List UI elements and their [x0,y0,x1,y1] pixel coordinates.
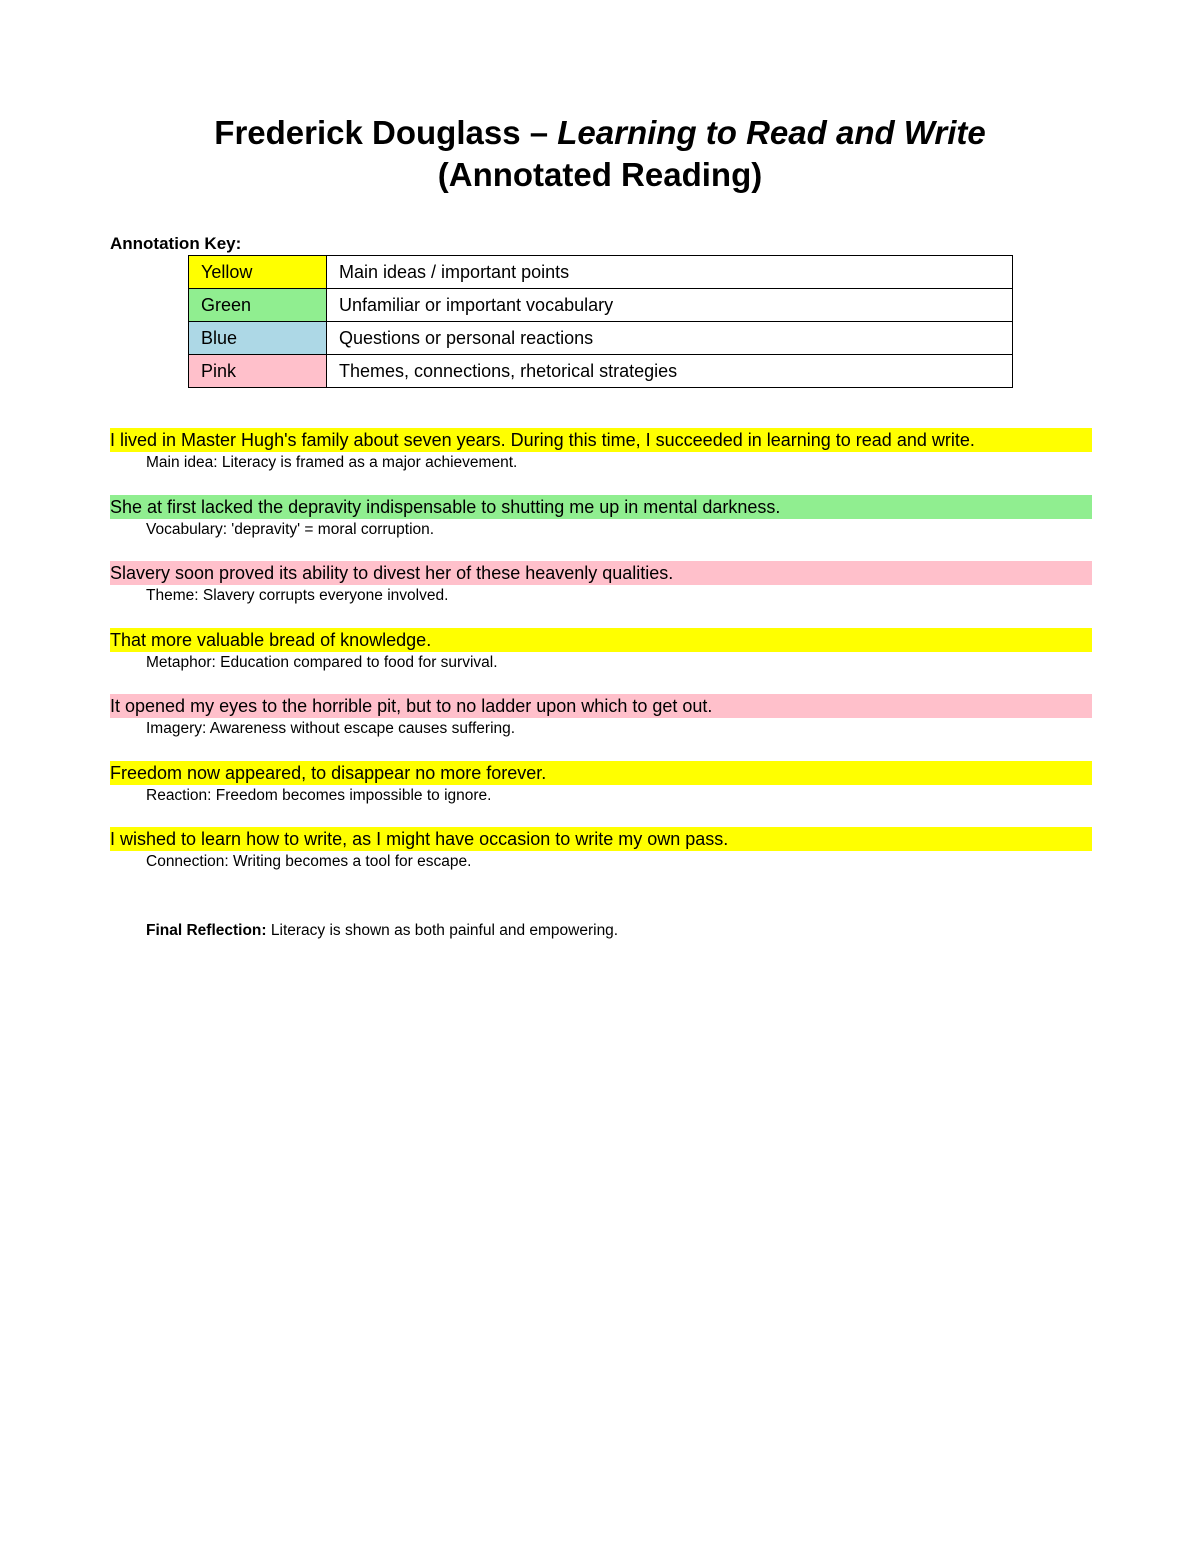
highlighted-quote: That more valuable bread of knowledge. [110,628,1092,652]
annotation-note-text: Education compared to food for survival. [215,653,498,671]
annotation-note-text: Awareness without escape causes suffering. [206,720,516,737]
annotation-entry [110,561,1092,628]
highlighted-quote: She at first lacked the depravity indispensable to shutting me up in mental darkness. [110,495,1092,519]
annotation-key-table [188,255,1013,388]
annotation-note-label: Vocabulary: [146,520,227,538]
annotation-note [110,452,1092,473]
key-meaning: Main ideas / important points [327,256,1013,289]
highlighted-quote: I wished to learn how to write, as I might have occasion to write my own pass. [110,827,1092,851]
title-line-2: (Annotated Reading) [437,156,763,193]
annotation-note-label: Metaphor: [146,653,216,671]
highlighted-quote: Freedom now appeared, to disappear no more forever. [110,761,1092,785]
annotation-entry [110,428,1092,495]
page-title [0,112,1200,196]
annotation-entry [110,628,1092,695]
key-meaning: Questions or personal reactions [327,322,1013,355]
key-row [189,322,1013,355]
annotation-note-label: Reaction: [146,786,212,804]
annotation-entry [110,761,1092,828]
annotation-note-label: Imagery: [146,720,207,737]
final-reflection-text: Literacy is shown as both painful and empowering. [266,922,619,939]
highlighted-quote: It opened my eyes to the horrible pit, but to no ladder upon which to get out. [110,694,1092,718]
key-meaning: Unfamiliar or important vocabulary [327,289,1013,322]
key-color-name: Pink [189,355,327,388]
final-reflection-label: Final Reflection: [146,922,267,939]
annotation-note-label: Main idea: [146,454,218,471]
annotation-entry [110,827,1092,894]
key-color-name: Green [189,289,327,322]
annotation-note [110,519,1092,540]
key-row [189,256,1013,289]
annotation-note-text: 'depravity' = moral corruption. [227,520,435,538]
title-line-1 [0,112,1200,154]
annotation-list [110,428,1092,894]
final-reflection [146,920,618,941]
key-meaning: Themes, connections, rhetorical strategies [327,355,1013,388]
annotation-key-label: Annotation Key: [110,234,242,253]
highlighted-quote: Slavery soon proved its ability to divest her of these heavenly qualities. [110,561,1092,585]
annotation-note [110,785,1092,806]
title-author: Frederick Douglass – [214,114,558,151]
annotation-note [110,851,1092,872]
annotation-note [110,585,1092,606]
annotation-note-text: Literacy is framed as a major achievement. [217,454,518,471]
annotation-note-label: Theme: [146,587,199,604]
annotation-note [110,718,1092,739]
key-color-name: Yellow [189,256,327,289]
annotation-note-text: Writing becomes a tool for escape. [228,853,472,870]
key-color-name: Blue [189,322,327,355]
annotation-entry [110,495,1092,562]
annotation-note-text: Freedom becomes impossible to ignore. [211,786,492,804]
highlighted-quote: I lived in Master Hugh's family about seven years. During this time, I succeeded in learning to read and write. [110,428,1092,452]
annotation-note-text: Slavery corrupts everyone involved. [198,587,449,604]
annotation-entry [110,694,1092,761]
annotation-note [110,652,1092,673]
key-row [189,289,1013,322]
key-row [189,355,1013,388]
annotation-note-label: Connection: [146,853,229,870]
title-work: Learning to Read and Write [557,114,986,151]
